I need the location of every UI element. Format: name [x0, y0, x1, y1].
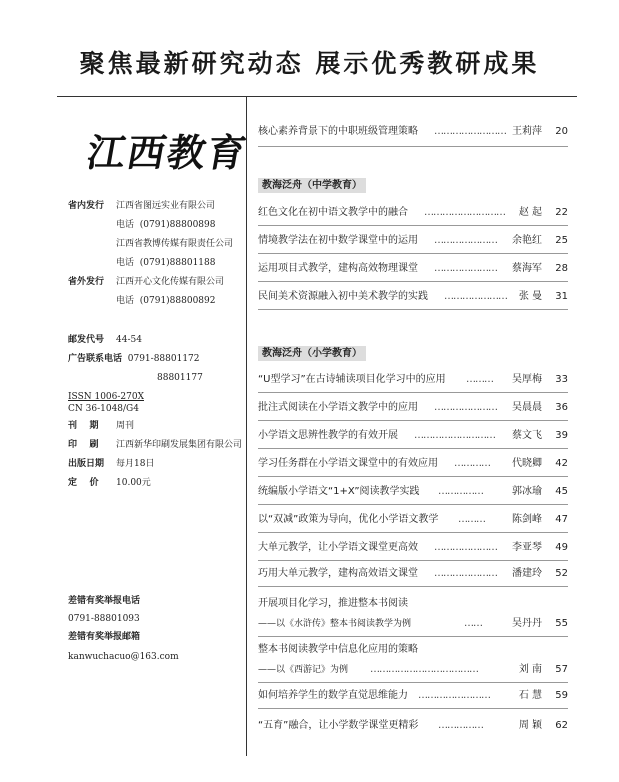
- toc-entry[interactable]: 巧用大单元教学，建构高效语文课堂 ………………… 潘建玲 52: [258, 568, 568, 579]
- section-heading-primary-school: 教海泛舟（小学教育）: [258, 346, 366, 361]
- toc-entry[interactable]: 民间美术资源融入初中美术教学的实践 ………………… 张 曼 31: [258, 291, 568, 302]
- domestic-phone-1: 电话 (0791)88800898: [116, 220, 216, 230]
- toc-entry[interactable]: 统编版小学语文“1+X”阅读教学实践 …………… 郭冰瑜 45: [258, 486, 568, 497]
- printer: 印 刷 江西新华印刷发展集团有限公司: [68, 440, 243, 450]
- overseas-phone: 电话 (0791)88800892: [116, 296, 216, 306]
- postal-code: 邮发代号 44-54: [68, 335, 142, 345]
- report-email-label: 差错有奖举报邮箱: [68, 632, 141, 642]
- issn: ISSN 1006-270X: [68, 392, 144, 402]
- frequency: 刊 期 周刊: [68, 421, 135, 431]
- toc-entry-subtitle[interactable]: ——以《水浒传》整本书阅读教学为例 …… 吴丹丹 55: [258, 618, 568, 629]
- toc-entry-title[interactable]: 整本书阅读教学中信息化应用的策略: [258, 644, 418, 655]
- domestic-publisher-2: 江西省教博传媒有限责任公司: [116, 239, 234, 249]
- toc-entry[interactable]: “U型学习”在古诗辅读项目化学习中的应用 ……… 吴厚梅 33: [258, 374, 568, 385]
- overseas-distribution: 省外发行 江西开心文化传媒有限公司: [68, 277, 225, 287]
- report-phone: 0791-88801093: [68, 614, 140, 624]
- toc-rule: [258, 682, 568, 683]
- toc-entry[interactable]: 如何培养学生的数学直觉思维能力 …………………… 石 慧 59: [258, 690, 568, 701]
- ad-phone: 广告联系电话 0791-88801172: [68, 354, 200, 364]
- toc-rule: [258, 146, 568, 147]
- toc-entry[interactable]: 大单元教学，让小学语文课堂更高效 ………………… 李亚琴 49: [258, 542, 568, 553]
- toc-entry[interactable]: 学习任务群在小学语文课堂中的有效应用 ………… 代晓卿 42: [258, 458, 568, 469]
- toc-entry[interactable]: 批注式阅读在小学语文教学中的应用 ………………… 吴晨晨 36: [258, 402, 568, 413]
- toc-entry[interactable]: 运用项目式教学，建构高效物理课堂 ………………… 蔡海军 28: [258, 263, 568, 274]
- publish-date: 出版日期 每月18日: [68, 459, 155, 469]
- journal-logo: 江西教育: [83, 130, 252, 175]
- toc-rule: [258, 253, 568, 254]
- toc-rule: [258, 532, 568, 533]
- toc-rule: [258, 225, 568, 226]
- toc-rule: [258, 476, 568, 477]
- toc-entry[interactable]: “五育”融合，让小学数学课堂更精彩 …………… 周 颖 62: [258, 720, 568, 731]
- toc-rule: [258, 586, 568, 587]
- toc-rule: [258, 636, 568, 637]
- toc-entry[interactable]: 以“双减”政策为导向，优化小学语文教学 ……… 陈剑峰 47: [258, 514, 568, 525]
- toc-rule: [258, 309, 568, 310]
- toc-entry-title[interactable]: 开展项目化学习，推进整本书阅读: [258, 598, 408, 609]
- section-heading-middle-school: 教海泛舟（中学教育）: [258, 178, 366, 193]
- price: 定 价 10.00元: [68, 478, 151, 488]
- report-phone-label: 差错有奖举报电话: [68, 596, 141, 606]
- domestic-distribution: 省内发行 江西省图远实业有限公司: [68, 201, 216, 211]
- toc-entry[interactable]: 红色文化在初中语文教学中的融合 ……………………… 赵 起 22: [258, 207, 568, 218]
- ad-phone-2: 88801177: [157, 373, 203, 383]
- toc-entry[interactable]: 小学语文思辨性教学的有效开展 ……………………… 蔡文飞 39: [258, 430, 568, 441]
- toc-entry[interactable]: 情境教学法在初中数学课堂中的运用 ………………… 余艳红 25: [258, 235, 568, 246]
- toc-rule: [258, 392, 568, 393]
- toc-entry-subtitle[interactable]: ——以《西游记》为例 ……………………………… 刘 南 57: [258, 664, 568, 675]
- toc-rule: [258, 560, 568, 561]
- domestic-phone-2: 电话 (0791)88801188: [116, 258, 216, 268]
- toc-rule: [258, 281, 568, 282]
- column-divider: [246, 96, 247, 756]
- report-email: kanwuchacuo@163.com: [68, 652, 179, 662]
- cn-number: CN 36-1048/G4: [68, 404, 139, 414]
- toc-rule: [258, 504, 568, 505]
- toc-rule: [258, 708, 568, 709]
- banner-title: 聚焦最新研究动态 展示优秀教研成果: [79, 49, 540, 78]
- toc-rule: [258, 420, 568, 421]
- divider: [57, 96, 577, 97]
- toc-rule: [258, 448, 568, 449]
- toc-entry[interactable]: 核心素养背景下的中职班级管理策略 …………………… 王莉萍 20: [258, 126, 568, 137]
